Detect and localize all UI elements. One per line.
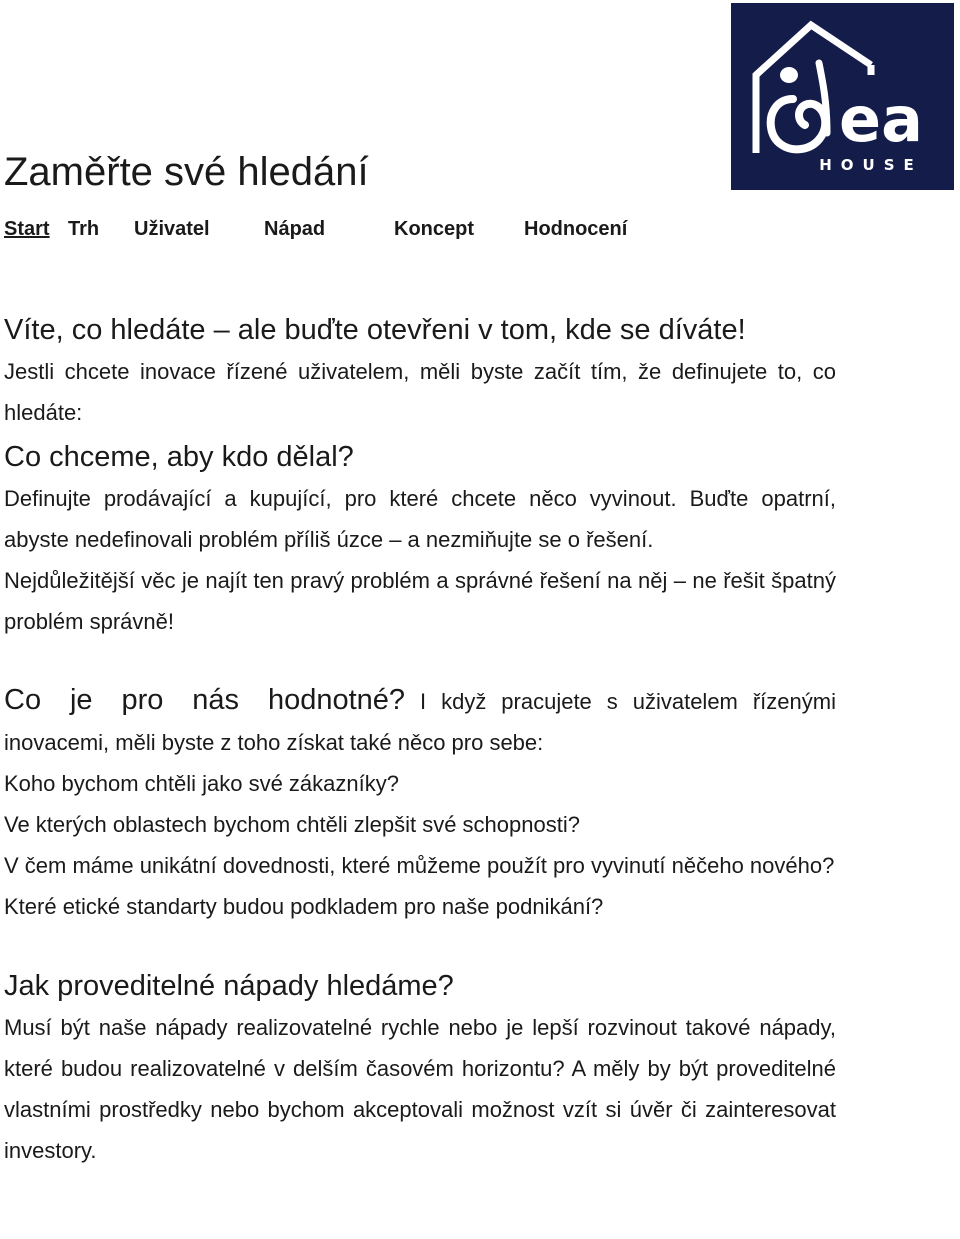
spacer — [4, 642, 836, 680]
page-title: Zaměřte své hledání — [4, 150, 369, 194]
spacer — [4, 927, 836, 966]
section-heading-who: Co chceme, aby kdo dělal? — [4, 441, 354, 473]
nav-link-uzivatel[interactable]: Uživatel — [134, 218, 210, 240]
section-heading-know-what: Víte, co hledáte – ale buďte otevřeni v tom, kde se díváte! — [4, 314, 746, 346]
question-abilities: Ve kterých oblastech bychom chtěli zlepšit své schopnosti? — [4, 812, 580, 837]
section-text-define: Definujte prodávající a kupující, pro které chcete něco vyvinout. Buďte opatrní, abyste nedefinovali problém příliš úzce – a nezmiňujte se o řešení. — [4, 486, 836, 552]
section-heading-feasible: Jak proveditelné nápady hledáme? — [4, 970, 454, 1002]
section-text-valuable: I když pracujete s uživatelem řízenými inovacemi, měli byste z toho získat také něco pro sebe: — [4, 689, 836, 755]
nav-link-koncept[interactable]: Koncept — [394, 218, 474, 240]
question-ethics: Které etické standarty budou podkladem pro naše podnikání? — [4, 894, 604, 919]
question-skills: V čem máme unikátní dovednosti, které můžeme použít pro vyvinutí něčeho nového? — [4, 853, 835, 878]
idea-house-logo — [731, 3, 954, 190]
nav-link-napad[interactable]: Nápad — [264, 218, 326, 240]
section-heading-valuable: Co je pro nás hodnotné? — [4, 684, 406, 716]
house-logo-icon — [731, 3, 954, 190]
nav-link-hodnoceni[interactable]: Hodnocení — [524, 218, 628, 240]
section-text-important: Nejdůležitější věc je najít ten pravý problém a správné řešení na něj – ne řešit špatný problém správně! — [4, 568, 836, 634]
main-content — [4, 310, 836, 1171]
section-text-feasible: Musí být naše nápady realizovatelné rychle nebo je lepší rozvinout takové nápady, které budou realizovatelné v delším časovém horizontu? A měly by být proveditelné vlastními prostředky nebo bychom akceptovali možnost vzít si úvěr či zainteresovat investory. — [4, 1015, 836, 1163]
nav-link-trh[interactable]: Trh — [68, 218, 100, 240]
svg-text:ea: ea — [839, 83, 923, 156]
section-valuable — [4, 680, 836, 763]
svg-text:HOUSE: HOUSE — [819, 156, 923, 174]
section-text-intro: Jestli chcete inovace řízené uživatelem, měli byste začít tím, že definujete to, co hledáte: — [4, 359, 836, 425]
question-customers: Koho bychom chtěli jako své zákazníky? — [4, 771, 399, 796]
nav-link-start[interactable]: Start — [4, 218, 50, 240]
